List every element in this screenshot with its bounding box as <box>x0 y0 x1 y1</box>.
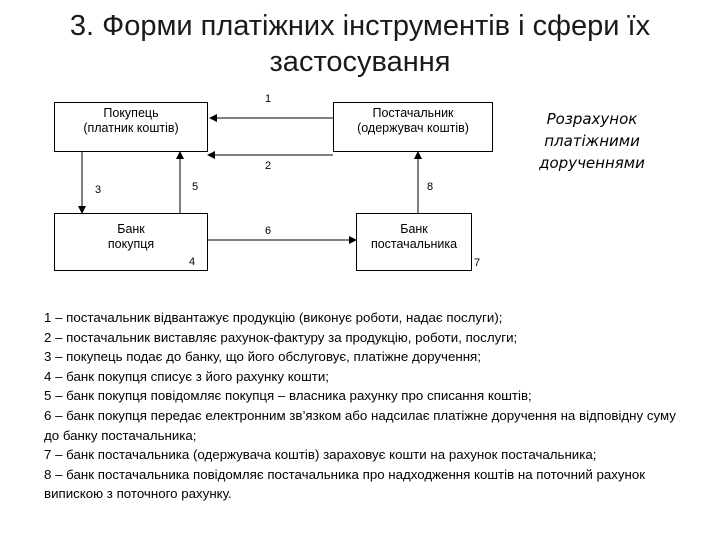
step-label-1: 1 <box>265 93 272 105</box>
step-label-6: 6 <box>265 225 272 237</box>
step-label-4: 4 <box>189 256 196 268</box>
supplier-box-line2: (одержувач коштів) <box>357 121 469 135</box>
buyer-box-line1: Покупець <box>103 106 159 120</box>
buyer-box <box>54 102 208 152</box>
supplier-box-line1: Постачальник <box>372 106 454 120</box>
step-label-5: 5 <box>192 181 199 193</box>
slide-title <box>0 8 720 80</box>
step-label-2: 2 <box>265 160 272 172</box>
side-caption-line2: платіжними <box>544 132 640 150</box>
side-caption <box>522 108 662 174</box>
legend-item: 4 – банк покупця списує з його рахунку кошти; <box>44 368 329 384</box>
legend-item: 1 – постачальник відвантажує продукцію (виконує роботи, надає послуги); <box>44 310 503 325</box>
step-label-3: 3 <box>95 184 102 196</box>
slide-title-line2: застосування <box>269 46 451 78</box>
step-label-8: 8 <box>427 181 434 193</box>
buyer-box-line2: (платник коштів) <box>83 121 179 135</box>
supplier-bank-box-line1: Банк <box>400 222 428 236</box>
buyer-bank-box-line2: покупця <box>107 237 155 251</box>
side-caption-line1: Розрахунок <box>546 110 638 128</box>
buyer-bank-box <box>54 213 208 271</box>
side-caption-line3: дорученнями <box>539 154 645 172</box>
supplier-bank-box <box>356 213 472 271</box>
buyer-bank-box-line1: Банк <box>117 222 145 236</box>
legend-item: 5 – банк покупця повідомляє покупця – власника рахунку про списання коштів; <box>44 388 532 404</box>
legend-list <box>44 308 684 504</box>
supplier-box <box>333 102 493 152</box>
legend-item: 8 – банк постачальника повідомляє постачальника про надходження коштів на поточний рахунок випискою з поточного рахунку. <box>44 466 646 502</box>
legend-item: 6 – банк покупця передає електронним зв’язком або надсилає платіжне доручення на відповідну суму до банку постачальника; <box>44 407 676 443</box>
slide-title-line1: 3. Форми платіжних інструментів і сфери їх <box>69 10 651 42</box>
legend-item: 7 – банк постачальника (одержувача коштів) зараховує кошти на рахунок постачальника; <box>44 447 597 463</box>
supplier-bank-box-line2: постачальника <box>370 237 458 251</box>
step-label-7: 7 <box>474 257 481 269</box>
legend-item: 2 – постачальник виставляє рахунок-фактуру за продукцію, роботи, послуги; <box>44 329 518 345</box>
legend-item: 3 – покупець подає до банку, що його обслуговує, платіжне доручення; <box>44 349 481 365</box>
